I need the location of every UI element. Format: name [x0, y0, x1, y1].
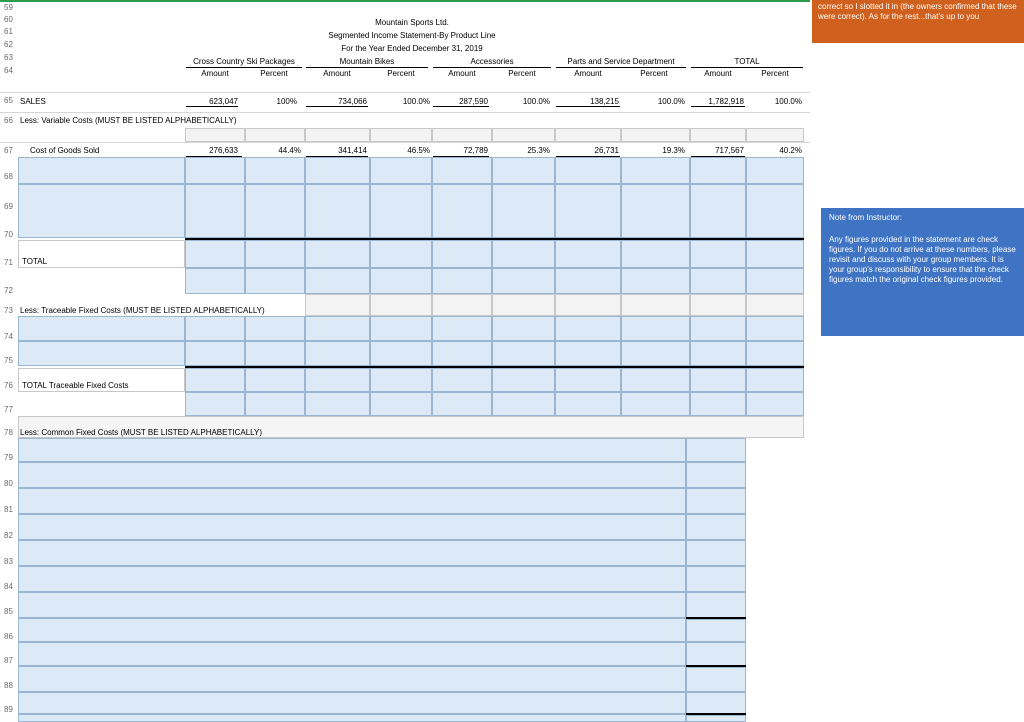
- input-cell[interactable]: [746, 157, 804, 184]
- input-cell[interactable]: [185, 268, 245, 294]
- sales-cell[interactable]: 100.0%: [657, 97, 685, 106]
- cogs-cell[interactable]: 717,567: [715, 146, 744, 155]
- cogs-cell[interactable]: 341,414: [338, 146, 367, 155]
- input-cell[interactable]: [690, 157, 746, 184]
- input-cell[interactable]: [18, 692, 686, 714]
- row-number: 63: [4, 53, 13, 62]
- input-cell[interactable]: [305, 341, 370, 366]
- variable-costs-label: Less: Variable Costs (MUST BE LISTED ALPHABETICALLY): [20, 116, 237, 125]
- input-cell[interactable]: [621, 184, 690, 238]
- row-number: 67: [4, 146, 13, 155]
- input-cell[interactable]: [621, 268, 690, 294]
- amount-header: Amount: [323, 69, 351, 78]
- input-cell[interactable]: [686, 462, 746, 488]
- input-cell[interactable]: [305, 368, 370, 392]
- input-cell[interactable]: [18, 438, 686, 462]
- percent-header: Percent: [640, 69, 668, 78]
- sales-underline: [306, 106, 368, 107]
- instructor-note[interactable]: [821, 208, 1024, 336]
- owner-note[interactable]: [812, 0, 1024, 43]
- cogs-cell[interactable]: 44.4%: [278, 146, 301, 155]
- input-cell[interactable]: [185, 341, 245, 366]
- input-cell[interactable]: [686, 692, 746, 714]
- row-number: 70: [4, 230, 13, 239]
- input-cell[interactable]: [245, 157, 305, 184]
- input-cell[interactable]: [185, 368, 245, 392]
- input-cell[interactable]: [18, 184, 185, 238]
- row-number: 88: [4, 681, 13, 690]
- sales-underline: [433, 106, 489, 107]
- input-cell[interactable]: [370, 184, 432, 238]
- header-cell[interactable]: [690, 294, 746, 316]
- input-cell[interactable]: [185, 392, 245, 416]
- input-cell[interactable]: [432, 368, 492, 392]
- input-cell[interactable]: [370, 368, 432, 392]
- input-cell[interactable]: [686, 619, 746, 642]
- row-number: 74: [4, 332, 13, 341]
- period-title: For the Year Ended December 31, 2019: [341, 44, 483, 53]
- input-cell[interactable]: [690, 341, 746, 366]
- input-cell[interactable]: [555, 392, 621, 416]
- sales-cell[interactable]: 287,590: [459, 97, 488, 106]
- row-number: 83: [4, 557, 13, 566]
- input-cell[interactable]: [621, 316, 690, 341]
- input-cell[interactable]: [432, 184, 492, 238]
- percent-header: Percent: [387, 69, 415, 78]
- input-cell[interactable]: [621, 157, 690, 184]
- input-cell[interactable]: [18, 157, 185, 184]
- input-cell[interactable]: [690, 316, 746, 341]
- input-cell[interactable]: [746, 316, 804, 341]
- row-number: 81: [4, 505, 13, 514]
- segment-underline: [186, 67, 302, 68]
- row-number: 61: [4, 27, 13, 36]
- input-cell[interactable]: [555, 341, 621, 366]
- cogs-cell[interactable]: 19.3%: [662, 146, 685, 155]
- header-cell[interactable]: [621, 294, 690, 316]
- input-cell[interactable]: [185, 157, 245, 184]
- input-cell[interactable]: [686, 592, 746, 618]
- input-cell[interactable]: [686, 514, 746, 540]
- row-gridline: [0, 112, 810, 113]
- row-number: 89: [4, 705, 13, 714]
- input-cell[interactable]: [746, 268, 804, 294]
- input-cell[interactable]: [305, 316, 370, 341]
- row-number: 62: [4, 40, 13, 49]
- amount-header: Amount: [448, 69, 476, 78]
- input-cell[interactable]: [621, 368, 690, 392]
- sales-underline: [556, 106, 620, 107]
- input-cell[interactable]: [492, 240, 555, 268]
- input-cell[interactable]: [18, 666, 686, 692]
- header-cell[interactable]: [690, 128, 746, 142]
- common-costs-label: Less: Common Fixed Costs (MUST BE LISTED ALPHABETICALLY): [20, 428, 262, 437]
- input-cell[interactable]: [686, 715, 746, 722]
- input-cell[interactable]: [245, 341, 305, 366]
- row-number: 73: [4, 306, 13, 315]
- input-cell[interactable]: [370, 240, 432, 268]
- input-cell[interactable]: [18, 592, 686, 618]
- row-gridline: [0, 142, 810, 143]
- input-cell[interactable]: [492, 341, 555, 366]
- sales-cell[interactable]: 623,047: [209, 97, 238, 106]
- header-cell[interactable]: [555, 294, 621, 316]
- header-cell[interactable]: [245, 128, 305, 142]
- cogs-label: Cost of Goods Sold: [30, 146, 100, 155]
- input-cell[interactable]: [245, 316, 305, 341]
- input-cell[interactable]: [432, 240, 492, 268]
- input-cell[interactable]: [432, 392, 492, 416]
- input-cell[interactable]: [690, 268, 746, 294]
- row-number: 87: [4, 656, 13, 665]
- row-number: 75: [4, 356, 13, 365]
- input-cell[interactable]: [621, 240, 690, 268]
- input-cell[interactable]: [555, 157, 621, 184]
- amount-header: Amount: [704, 69, 732, 78]
- amount-header: Amount: [201, 69, 229, 78]
- row-gridline: [0, 92, 810, 93]
- instructor-note-text: Any figures provided in the statement are check figures. If you do not arrive at these numbers, please revisit and discuss with your group members. It is your group's responsibility to ensure that the check figures match the original check figures provided.: [829, 235, 1016, 284]
- input-cell[interactable]: [245, 368, 305, 392]
- input-cell[interactable]: [18, 316, 185, 341]
- input-cell[interactable]: [492, 316, 555, 341]
- segment-underline: [556, 67, 686, 68]
- input-cell[interactable]: [555, 184, 621, 238]
- input-cell[interactable]: [370, 316, 432, 341]
- sales-cell[interactable]: 734,066: [338, 97, 367, 106]
- input-cell[interactable]: [690, 392, 746, 416]
- input-cell[interactable]: [305, 392, 370, 416]
- percent-header: Percent: [761, 69, 789, 78]
- input-cell[interactable]: [555, 268, 621, 294]
- input-cell[interactable]: [690, 368, 746, 392]
- header-cell[interactable]: [370, 294, 432, 316]
- header-cell[interactable]: [432, 294, 492, 316]
- input-cell[interactable]: [492, 157, 555, 184]
- instructor-note-title: Note from Instructor:: [829, 213, 902, 222]
- header-cell[interactable]: [305, 294, 370, 316]
- input-cell[interactable]: [185, 184, 245, 238]
- input-cell[interactable]: [305, 268, 370, 294]
- input-cell[interactable]: [746, 341, 804, 366]
- top-accent-bar: [0, 0, 810, 2]
- input-cell[interactable]: [370, 392, 432, 416]
- input-cell[interactable]: [492, 184, 555, 238]
- row-number: 72: [4, 286, 13, 295]
- cogs-cell[interactable]: 46.5%: [407, 146, 430, 155]
- input-cell[interactable]: [686, 566, 746, 592]
- header-cell[interactable]: [492, 294, 555, 316]
- input-cell[interactable]: [245, 392, 305, 416]
- input-cell[interactable]: [686, 642, 746, 666]
- sales-underline: [691, 106, 745, 107]
- input-cell[interactable]: [432, 316, 492, 341]
- sales-cell[interactable]: 138,215: [590, 97, 619, 106]
- segment-header-parts: Parts and Service Department: [567, 57, 675, 66]
- header-cell[interactable]: [746, 128, 804, 142]
- segment-underline: [433, 67, 551, 68]
- percent-header: Percent: [508, 69, 536, 78]
- total-label: TOTAL: [22, 257, 48, 266]
- input-cell[interactable]: [18, 540, 686, 566]
- input-cell[interactable]: [18, 618, 686, 642]
- row-number: 85: [4, 607, 13, 616]
- amount-header: Amount: [574, 69, 602, 78]
- input-cell[interactable]: [370, 157, 432, 184]
- input-cell[interactable]: [746, 184, 804, 238]
- row-number: 82: [4, 531, 13, 540]
- row-number: 66: [4, 116, 13, 125]
- sales-cell[interactable]: 1,782,918: [708, 97, 744, 106]
- header-cell[interactable]: [621, 128, 690, 142]
- row-number: 69: [4, 202, 13, 211]
- company-title: Mountain Sports Ltd.: [375, 18, 449, 27]
- input-cell[interactable]: [432, 341, 492, 366]
- segment-header-total: TOTAL: [734, 57, 760, 66]
- cogs-cell[interactable]: 276,633: [209, 146, 238, 155]
- input-cell[interactable]: [555, 368, 621, 392]
- sales-cell[interactable]: 100.0%: [774, 97, 802, 106]
- segment-underline: [306, 67, 428, 68]
- input-cell[interactable]: [686, 488, 746, 514]
- header-cell[interactable]: [305, 128, 370, 142]
- row-number: 64: [4, 66, 13, 75]
- input-cell[interactable]: [185, 240, 245, 268]
- input-cell[interactable]: [245, 240, 305, 268]
- input-cell[interactable]: [746, 392, 804, 416]
- row-number: 71: [4, 258, 13, 267]
- sales-cell[interactable]: 100.0%: [402, 97, 430, 106]
- cogs-cell[interactable]: 72,789: [463, 146, 488, 155]
- row-number: 79: [4, 453, 13, 462]
- cogs-cell[interactable]: 40.2%: [779, 146, 802, 155]
- input-cell[interactable]: [245, 184, 305, 238]
- input-cell[interactable]: [621, 392, 690, 416]
- input-cell[interactable]: [305, 240, 370, 268]
- input-cell[interactable]: [690, 240, 746, 268]
- input-cell[interactable]: [18, 566, 686, 592]
- row-number: 78: [4, 428, 13, 437]
- segment-header-bikes: Mountain Bikes: [339, 57, 395, 66]
- sales-label: SALES: [20, 97, 46, 106]
- input-cell[interactable]: [18, 462, 686, 488]
- input-cell[interactable]: [555, 240, 621, 268]
- header-cell[interactable]: [492, 128, 555, 142]
- input-cell[interactable]: [492, 368, 555, 392]
- traceable-costs-label: Less: Traceable Fixed Costs (MUST BE LISTED ALPHABETICALLY): [20, 306, 265, 315]
- header-cell[interactable]: [370, 128, 432, 142]
- row-number: 80: [4, 479, 13, 488]
- input-cell[interactable]: [746, 240, 804, 268]
- row-number: 60: [4, 15, 13, 24]
- row-number: 68: [4, 172, 13, 181]
- row-number: 76: [4, 381, 13, 390]
- input-cell[interactable]: [432, 268, 492, 294]
- input-cell[interactable]: [432, 157, 492, 184]
- input-cell[interactable]: [185, 316, 245, 341]
- input-cell[interactable]: [18, 714, 686, 722]
- segment-underline: [691, 67, 803, 68]
- row-number: 59: [4, 3, 13, 12]
- input-cell[interactable]: [18, 341, 185, 366]
- sales-cell[interactable]: 100.0%: [522, 97, 550, 106]
- total-traceable-label: TOTAL Traceable Fixed Costs: [22, 381, 129, 390]
- sales-underline: [186, 106, 238, 107]
- input-cell[interactable]: [686, 667, 746, 692]
- row-number: 65: [4, 96, 13, 105]
- input-cell[interactable]: [690, 184, 746, 238]
- input-cell[interactable]: [686, 438, 746, 462]
- input-cell[interactable]: [245, 268, 305, 294]
- input-cell[interactable]: [370, 341, 432, 366]
- input-cell[interactable]: [305, 157, 370, 184]
- percent-header: Percent: [260, 69, 288, 78]
- input-cell[interactable]: [18, 488, 686, 514]
- segment-header-ski: Cross Country Ski Packages: [193, 57, 295, 66]
- row-number: 86: [4, 632, 13, 641]
- cogs-cell[interactable]: 26,731: [594, 146, 619, 155]
- owner-note-text: correct so I slotted it in (the owners confirmed that these were correct). As for the rest...that's up to you: [818, 2, 1017, 21]
- input-cell[interactable]: [492, 392, 555, 416]
- input-cell[interactable]: [492, 268, 555, 294]
- header-cell[interactable]: [185, 128, 245, 142]
- input-cell[interactable]: [370, 268, 432, 294]
- input-cell[interactable]: [18, 514, 686, 540]
- header-cell[interactable]: [746, 294, 804, 316]
- sales-cell[interactable]: 100%: [276, 97, 297, 106]
- header-cell[interactable]: [432, 128, 492, 142]
- input-cell[interactable]: [686, 540, 746, 566]
- input-cell[interactable]: [555, 316, 621, 341]
- segment-header-accessories: Accessories: [470, 57, 514, 66]
- input-cell[interactable]: [305, 184, 370, 238]
- statement-title: Segmented Income Statement-By Product Line: [328, 31, 496, 40]
- cogs-cell[interactable]: 25.3%: [527, 146, 550, 155]
- row-number: 77: [4, 405, 13, 414]
- row-number: 84: [4, 582, 13, 591]
- input-cell[interactable]: [621, 341, 690, 366]
- input-cell[interactable]: [18, 642, 686, 666]
- input-cell[interactable]: [746, 368, 804, 392]
- header-cell[interactable]: [555, 128, 621, 142]
